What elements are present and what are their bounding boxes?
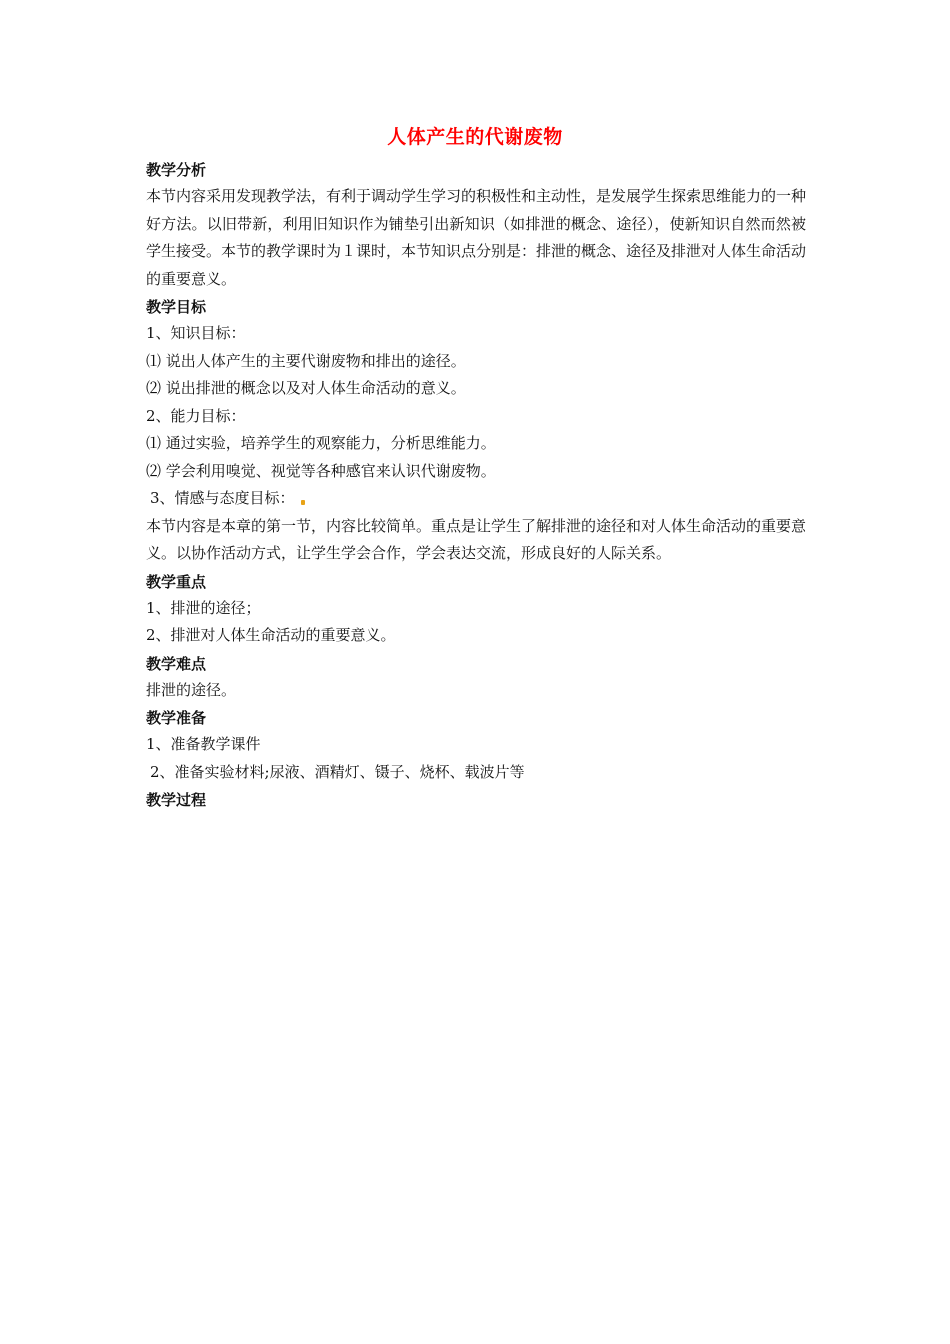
preparation-item: 2、准备实验材料;尿液、酒精灯、镊子、烧杯、载波片等	[150, 762, 525, 781]
document-title: 人体产生的代谢废物	[387, 126, 563, 148]
highlight-mark	[301, 500, 305, 505]
goal-item-text: 3、情感与态度目标：	[150, 489, 295, 507]
preparation-item: 1、准备教学课件	[146, 735, 261, 753]
difficulty-item: 排泄的途径。	[146, 680, 237, 699]
section-heading-goals: 教学目标	[146, 298, 207, 316]
goal-item-attitude	[146, 485, 806, 513]
goal-item: ⑴ 通过实验，培养学生的观察能力，分析思维能力。	[146, 434, 496, 452]
goals-paragraph: 本节内容是本章的第一节，内容比较简单。重点是让学生了解排泄的途径和对人体生命活动的重要意义。以协作活动方式，让学生学会合作，学会表达交流，形成良好的人际关系。	[146, 516, 807, 562]
goal-item: 1、知识目标：	[146, 324, 246, 342]
document-body	[146, 156, 806, 813]
goal-item: ⑵ 学会利用嗅觉、视觉等各种感官来认识代谢废物。	[146, 461, 496, 480]
section-heading-process: 教学过程	[146, 791, 207, 809]
goal-item: 2、能力目标：	[146, 406, 246, 425]
goal-item: ⑴ 说出人体产生的主要代谢废物和排出的途径。	[146, 351, 466, 370]
goal-item: ⑵ 说出排泄的概念以及对人体生命活动的意义。	[146, 379, 466, 397]
section-heading-analysis: 教学分析	[146, 161, 207, 179]
key-point-item: 2、排泄对人体生命活动的重要意义。	[146, 626, 396, 644]
section-heading-key-points: 教学重点	[146, 572, 207, 591]
analysis-paragraph: 本节内容采用发现教学法，有利于调动学生学习的积极性和主动性，是发展学生探索思维能力的一种好方法。以旧带新，利用旧知识作为铺垫引出新知识（如排泄的概念、途径），使新知识自然而然被学生接受。本节的教学课时为１课时，本节知识点分别是：排泄的概念、途径及排泄对人体生命活动的重要意义。	[146, 187, 807, 288]
section-heading-difficulties: 教学难点	[146, 654, 207, 673]
section-heading-preparation: 教学准备	[146, 709, 207, 727]
key-point-item: 1、排泄的途径；	[146, 598, 261, 617]
